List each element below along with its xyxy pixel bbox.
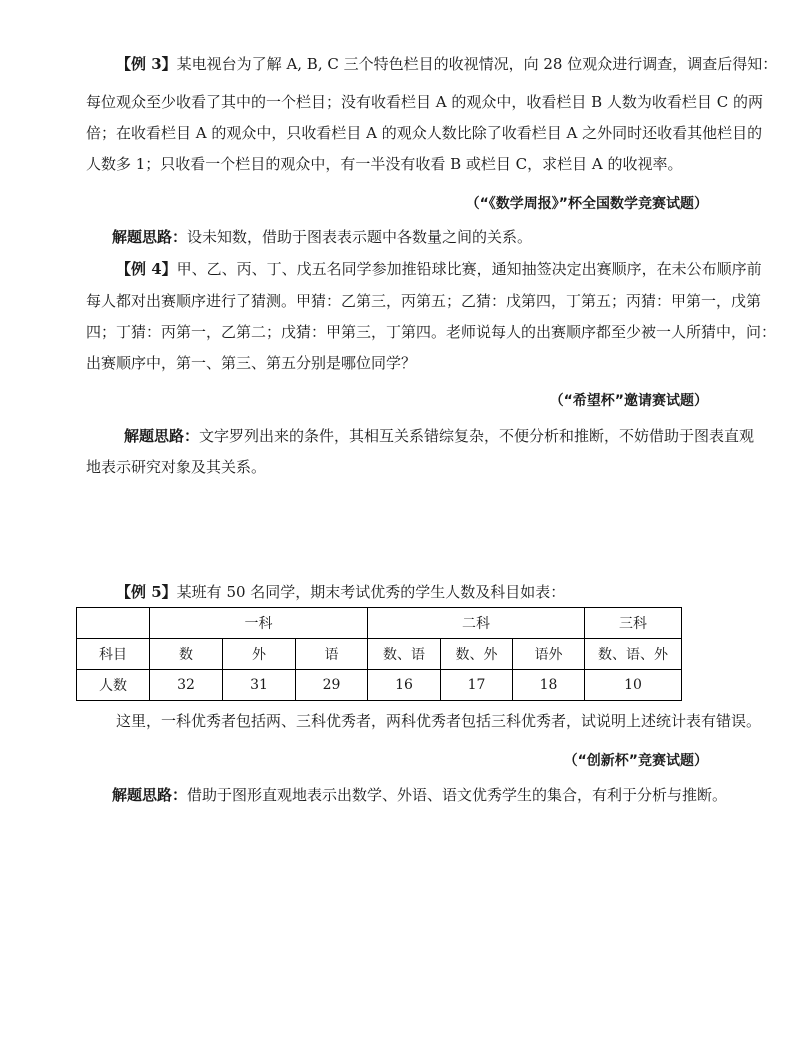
table-corner-cell (77, 608, 150, 639)
subject-cell: 数、语、外 (585, 639, 682, 670)
example-5-explanation: 这里，一科优秀者包括两、三科优秀者，两科优秀者包括三科优秀者，试说明上述统计表有错误。 (116, 712, 762, 730)
example-4-hint-text: 文字罗列出来的条件，其相互关系错综复杂，不便分析和推断，不妨借助于图表直观 (199, 427, 755, 445)
example-4-source: （“希望杯”邀请赛试题） (549, 393, 708, 409)
subject-cell: 数、语 (368, 639, 441, 670)
count-cell: 29 (296, 670, 368, 701)
example-5-hint (112, 785, 727, 805)
example-5-text: 某班有 50 名同学，期末考试优秀的学生人数及科目如表： (176, 583, 566, 601)
row-label-count: 人数 (77, 670, 150, 701)
count-cell: 31 (223, 670, 296, 701)
example-3-hint-label: 解题思路： (112, 228, 188, 246)
example-4-text: 甲、乙、丙、丁、戊五名同学参加推铅球比赛，通知抽签决定出赛顺序，在未公布顺序前 (176, 260, 762, 278)
count-cell: 16 (368, 670, 441, 701)
group-two-subjects: 二科 (368, 608, 585, 639)
subject-cell: 数 (150, 639, 223, 670)
subject-cell: 数、外 (441, 639, 513, 670)
example-3-line-3: 倍；在收看栏目 A 的观众中，只收看栏目 A 的观众人数比除了收看栏目 A 之外同时还收看其他栏目的 (86, 124, 763, 142)
example-5-tag: 【例 5】 (116, 583, 177, 601)
example-5-hint-label: 解题思路： (112, 786, 188, 804)
count-cell: 10 (585, 670, 682, 701)
example-3-hint-text: 设未知数，借助于图表表示题中各数量之间的关系。 (187, 228, 533, 246)
example-4-hint-line-2: 地表示研究对象及其关系。 (86, 458, 267, 476)
subject-cell: 语 (296, 639, 368, 670)
example-5-source: （“创新杯”竞赛试题） (563, 753, 708, 769)
example-3-text: 某电视台为了解 A, B, C 三个特色栏目的收视情况，向 28 位观众进行调查，调查后得知： (176, 55, 778, 73)
example-4-line-4: 出赛顺序中，第一、第三、第五分别是哪位同学？ (86, 354, 417, 372)
example-3-tag: 【例 3】 (116, 55, 177, 73)
example-3-line-2: 每位观众至少收看了其中的一个栏目；没有收看栏目 A 的观众中，收看栏目 B 人数为收看栏目 C 的两 (86, 93, 763, 111)
example-4-hint-label: 解题思路： (124, 427, 200, 445)
example-4-hint-line-1 (124, 426, 754, 446)
table-row (77, 639, 682, 670)
example-4-line-2: 每人都对出赛顺序进行了猜测。甲猜：乙第三，丙第五；乙猜：戊第四，丁第五；丙猜：甲第一，戊第 (86, 292, 762, 310)
example-4-line-3: 四；丁猜：丙第一，乙第二；戊猜：甲第三，丁第四。老师说每人的出赛顺序都至少被一人所猜中，问： (86, 323, 777, 341)
table-header-row (77, 608, 682, 639)
count-cell: 18 (513, 670, 585, 701)
subject-cell: 语外 (513, 639, 585, 670)
subject-cell: 外 (223, 639, 296, 670)
statistics-table (76, 607, 682, 701)
example-3-hint (112, 227, 532, 247)
example-5-line-1 (116, 582, 565, 602)
count-cell: 32 (150, 670, 223, 701)
count-cell: 17 (441, 670, 513, 701)
example-4-tag: 【例 4】 (116, 260, 177, 278)
example-4-line-1 (116, 259, 762, 279)
table-row (77, 670, 682, 701)
row-label-subject: 科目 (77, 639, 150, 670)
example-3-line-1 (116, 54, 777, 74)
group-one-subject: 一科 (150, 608, 368, 639)
group-three-subjects: 三科 (585, 608, 682, 639)
example-5-hint-text: 借助于图形直观地表示出数学、外语、语文优秀学生的集合，有利于分析与推断。 (187, 786, 728, 804)
example-3-line-4: 人数多 1；只收看一个栏目的观众中，有一半没有收看 B 或栏目 C，求栏目 A 的收视率。 (86, 155, 683, 173)
example-3-source: （“《数学周报》”杯全国数学竞赛试题） (465, 196, 708, 212)
